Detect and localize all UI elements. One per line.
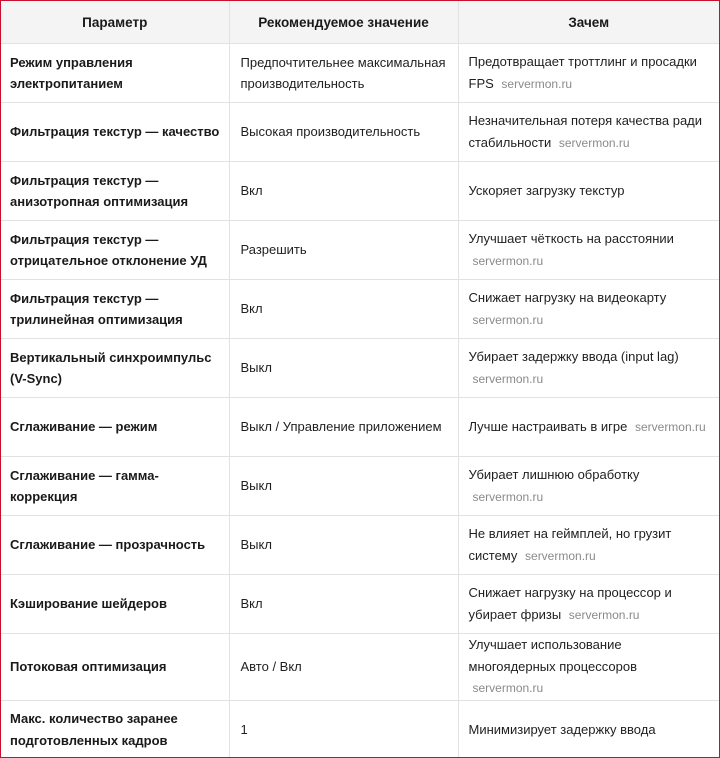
value-cell: Выкл [229, 457, 458, 516]
table-row [1, 634, 719, 701]
table-row [1, 280, 719, 339]
source-link[interactable]: servermon.ru [558, 135, 630, 150]
param-cell: Кэширование шейдеров [1, 575, 229, 634]
why-cell [458, 516, 719, 575]
value-cell: 1 [229, 700, 458, 758]
why-text: Не влияет на геймплей, но грузит систему [468, 526, 672, 563]
why-text: Улучшает чёткость на расстоянии [468, 231, 674, 246]
source-link[interactable]: servermon.ru [525, 548, 596, 563]
why-text: Ускоряет загрузку текстур [468, 183, 625, 199]
why-text: Минимизирует задержку ввода [468, 721, 656, 737]
param-cell: Потоковая оптимизация [1, 634, 229, 701]
table-row [1, 516, 719, 575]
value-cell: Вкл [229, 280, 458, 339]
why-cell [458, 280, 719, 339]
source-link[interactable]: servermon.ru [472, 681, 544, 695]
header-value: Рекомендуемое значение [229, 1, 458, 44]
why-cell [458, 398, 719, 457]
source-link[interactable]: servermon.ru [501, 76, 573, 91]
why-cell [458, 162, 719, 221]
source-link[interactable]: servermon.ru [472, 253, 544, 268]
why-cell [458, 103, 719, 162]
table-row [1, 398, 719, 457]
table-row [1, 103, 719, 162]
param-cell: Вертикальный синхроимпульс (V-Sync) [1, 339, 229, 398]
source-link[interactable]: servermon.ru [634, 419, 706, 434]
value-cell: Выкл [229, 516, 458, 575]
header-param: Параметр [1, 1, 229, 44]
value-cell: Высокая производительность [229, 103, 458, 162]
table-row [1, 221, 719, 280]
why-cell [458, 575, 719, 634]
why-text: Лучше настраивать в игре [468, 418, 628, 434]
table-row [1, 44, 719, 103]
table-row [1, 575, 719, 634]
param-cell: Макс. количество заранее подготовленных кадров [1, 700, 229, 758]
why-text: Убирает задержку ввода (input lag) [468, 349, 679, 364]
value-cell: Вкл [229, 575, 458, 634]
param-cell: Фильтрация текстур — трилинейная оптимизация [1, 280, 229, 339]
header-why: Зачем [458, 1, 719, 44]
why-text: Улучшает использование многоядерных процессоров [468, 637, 638, 674]
param-cell: Сглаживание — гамма-коррекция [1, 457, 229, 516]
source-link[interactable]: servermon.ru [472, 489, 544, 504]
source-link[interactable]: servermon.ru [472, 312, 544, 327]
table-header-row [1, 1, 719, 44]
param-cell: Режим управления электропитанием [1, 44, 229, 103]
value-cell: Выкл / Управление приложением [229, 398, 458, 457]
table-row [1, 700, 719, 758]
why-cell [458, 221, 719, 280]
why-text: Незначительная потеря качества ради стабильности [468, 113, 703, 150]
value-cell: Авто / Вкл [229, 634, 458, 701]
why-text: Снижает нагрузку на видеокарту [468, 290, 667, 305]
param-cell: Фильтрация текстур — качество [1, 103, 229, 162]
param-cell: Сглаживание — режим [1, 398, 229, 457]
why-cell [458, 457, 719, 516]
value-cell: Предпочтительнее максимальная производительность [229, 44, 458, 103]
why-cell [458, 44, 719, 103]
table-row [1, 162, 719, 221]
why-cell [458, 700, 719, 758]
source-link[interactable]: servermon.ru [568, 607, 640, 622]
value-cell: Разрешить [229, 221, 458, 280]
why-cell [458, 634, 719, 701]
param-cell: Фильтрация текстур — отрицательное отклонение УД [1, 221, 229, 280]
table-row [1, 457, 719, 516]
param-cell: Фильтрация текстур — анизотропная оптимизация [1, 162, 229, 221]
param-cell: Сглаживание — прозрачность [1, 516, 229, 575]
value-cell: Вкл [229, 162, 458, 221]
why-text: Снижает нагрузку на процессор и убирает фризы [468, 585, 672, 622]
value-cell: Выкл [229, 339, 458, 398]
why-text: Предотвращает троттлинг и просадки FPS [468, 54, 697, 91]
why-cell [458, 339, 719, 398]
settings-table [1, 1, 719, 758]
why-text: Убирает лишнюю обработку [468, 467, 640, 482]
table-row [1, 339, 719, 398]
source-link[interactable]: servermon.ru [472, 371, 544, 386]
table-body [1, 44, 719, 758]
